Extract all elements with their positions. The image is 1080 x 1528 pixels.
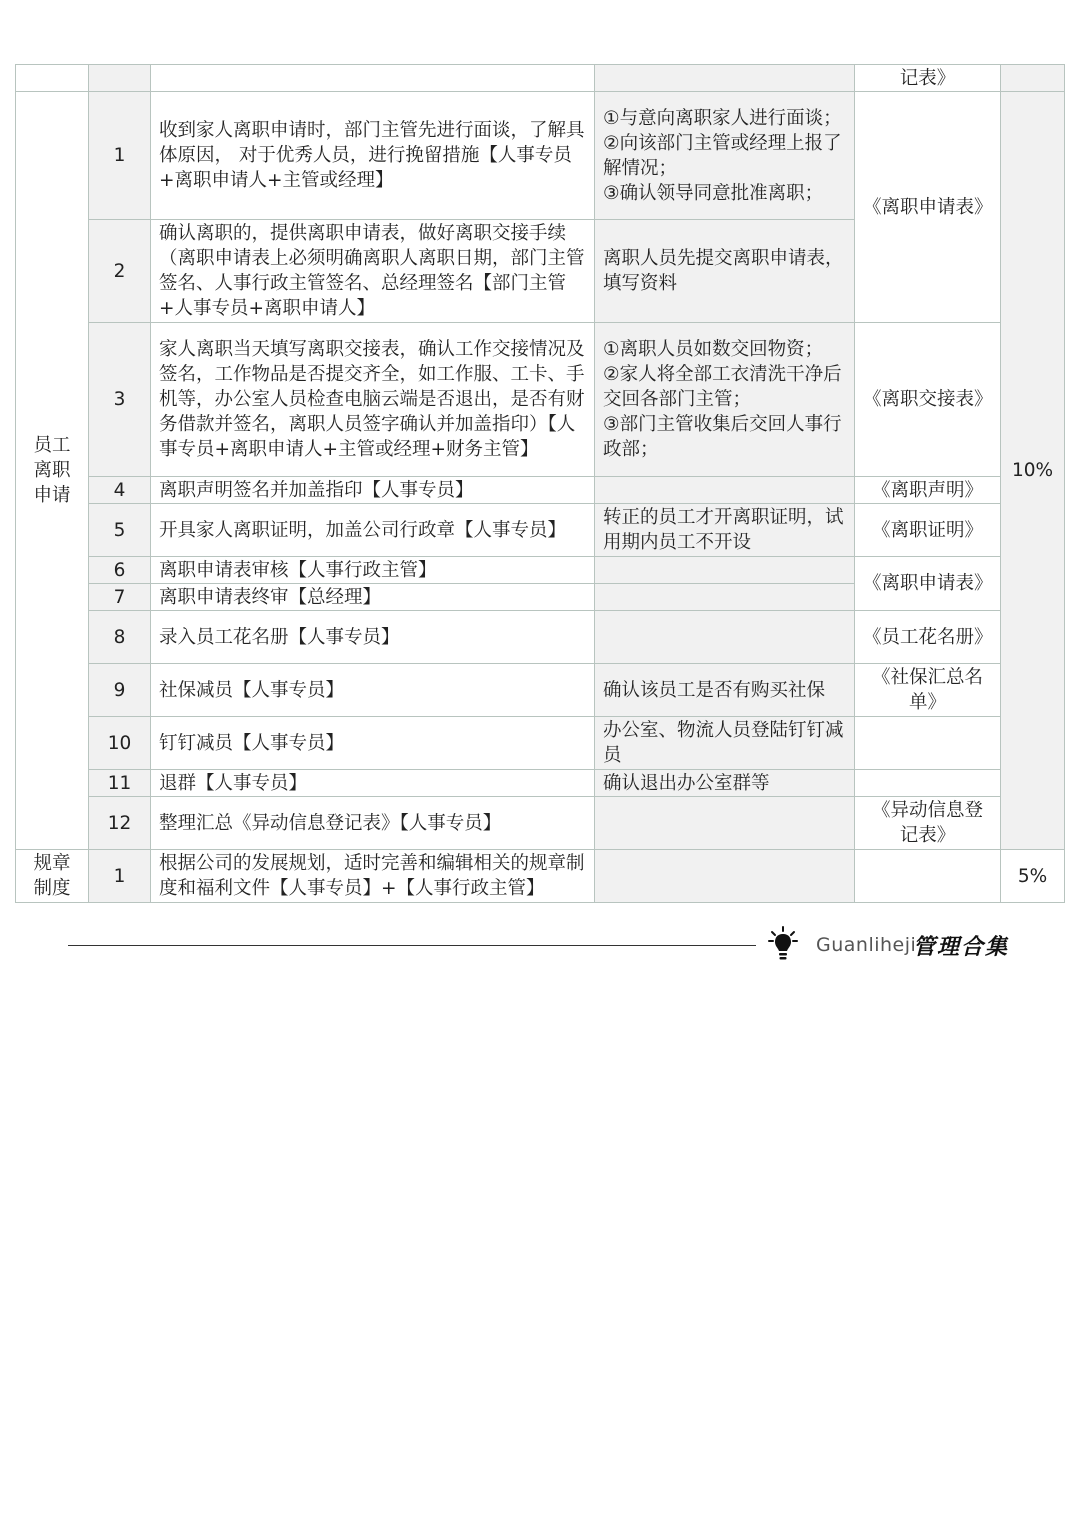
brand-english: Guanliheji	[816, 934, 917, 956]
row-number: 1	[89, 92, 151, 220]
weight-cell	[1001, 65, 1065, 92]
notes-text: 确认退出办公室群等	[595, 770, 855, 797]
row-number: 5	[89, 504, 151, 557]
task-text: 离职申请表终审【总经理】	[151, 584, 595, 611]
row-number: 12	[89, 797, 151, 850]
form-name: 《员工花名册》	[855, 611, 1001, 664]
form-name	[855, 770, 1001, 797]
task-text: 录入员工花名册【人事专员】	[151, 611, 595, 664]
category-rules: 规章制度	[16, 850, 89, 903]
task-text: 离职声明签名并加盖指印【人事专员】	[151, 477, 595, 504]
task-text: 根据公司的发展规划，适时完善和编辑相关的规章制度和福利文件【人事专员】+【人事行政主管】	[151, 850, 595, 903]
task-text: 开具家人离职证明，加盖公司行政章【人事专员】	[151, 504, 595, 557]
row-number: 1	[89, 850, 151, 903]
row-number: 10	[89, 717, 151, 770]
table-row	[16, 850, 1065, 903]
row-number: 11	[89, 770, 151, 797]
notes-text: 离职人员先提交离职申请表，填写资料	[595, 220, 855, 323]
row-number: 4	[89, 477, 151, 504]
notes-text	[595, 584, 855, 611]
table-row	[16, 504, 1065, 557]
task-text: 整理汇总《异动信息登记表》【人事专员】	[151, 797, 595, 850]
table-row	[16, 611, 1065, 664]
category-cell	[16, 65, 89, 92]
notes-text	[595, 557, 855, 584]
task-text: 退群【人事专员】	[151, 770, 595, 797]
table-row	[16, 323, 1065, 477]
form-name: 《离职证明》	[855, 504, 1001, 557]
task-text: 钉钉减员【人事专员】	[151, 717, 595, 770]
brand-chinese: 管理合集	[913, 934, 1010, 960]
notes-text: 办公室、物流人员登陆钉钉减员	[595, 717, 855, 770]
row-number: 6	[89, 557, 151, 584]
form-name: 《离职申请表》	[855, 92, 1001, 323]
lightbulb-icon	[768, 926, 798, 962]
notes-text: 确认该员工是否有购买社保	[595, 664, 855, 717]
number-cell	[89, 65, 151, 92]
row-number: 3	[89, 323, 151, 477]
form-name: 《异动信息登记表》	[855, 797, 1001, 850]
footer-divider	[68, 945, 756, 946]
form-name: 《离职交接表》	[855, 323, 1001, 477]
form-name: 《离职声明》	[855, 477, 1001, 504]
row-number: 7	[89, 584, 151, 611]
weight-rules: 5%	[1001, 850, 1065, 903]
table-row	[16, 717, 1065, 770]
form-name: 《社保汇总名单》	[855, 664, 1001, 717]
notes-text	[595, 611, 855, 664]
table-row	[16, 92, 1065, 220]
notes-text	[595, 477, 855, 504]
procedure-table	[15, 64, 1065, 903]
table-row	[16, 797, 1065, 850]
table-row	[16, 477, 1065, 504]
notes-text: ①离职人员如数交回物资； ②家人将全部工衣清洗干净后交回各部门主管； ③部门主管收集后交回人事行政部；	[595, 323, 855, 477]
task-text: 离职申请表审核【人事行政主管】	[151, 557, 595, 584]
notes-text: ①与意向离职家人进行面谈； ②向该部门主管或经理上报了解情况； ③确认领导同意批准离职；	[595, 92, 855, 220]
table-row	[16, 557, 1065, 584]
table-row	[16, 65, 1065, 92]
task-cell	[151, 65, 595, 92]
row-number: 2	[89, 220, 151, 323]
notes-cell	[595, 65, 855, 92]
task-text: 家人离职当天填写离职交接表，确认工作交接情况及签名，工作物品是否提交齐全，如工作服、工卡、手机等，办公室人员检查电脑云端是否退出，是否有财务借款并签名，离职人员签字确认并加盖指印）【人事专员+离职申请人+主管或经理+财务主管】	[151, 323, 595, 477]
table-row	[16, 664, 1065, 717]
form-name: 《离职申请表》	[855, 557, 1001, 611]
task-text: 确认离职的，提供离职申请表，做好离职交接手续（离职申请表上必须明确离职人离职日期，部门主管签名、人事行政主管签名、总经理签名【部门主管+人事专员+离职申请人】	[151, 220, 595, 323]
row-number: 8	[89, 611, 151, 664]
form-cell: 记表》	[855, 65, 1001, 92]
form-name	[855, 850, 1001, 903]
weight-resignation: 10%	[1001, 92, 1065, 850]
notes-text	[595, 850, 855, 903]
form-name	[855, 717, 1001, 770]
table-row	[16, 770, 1065, 797]
category-resignation: 员工离职申请	[16, 92, 89, 850]
notes-text	[595, 797, 855, 850]
task-text: 社保减员【人事专员】	[151, 664, 595, 717]
notes-text: 转正的员工才开离职证明，试用期内员工不开设	[595, 504, 855, 557]
task-text: 收到家人离职申请时，部门主管先进行面谈，了解具体原因， 对于优秀人员，进行挽留措施【人事专员+离职申请人+主管或经理】	[151, 92, 595, 220]
row-number: 9	[89, 664, 151, 717]
